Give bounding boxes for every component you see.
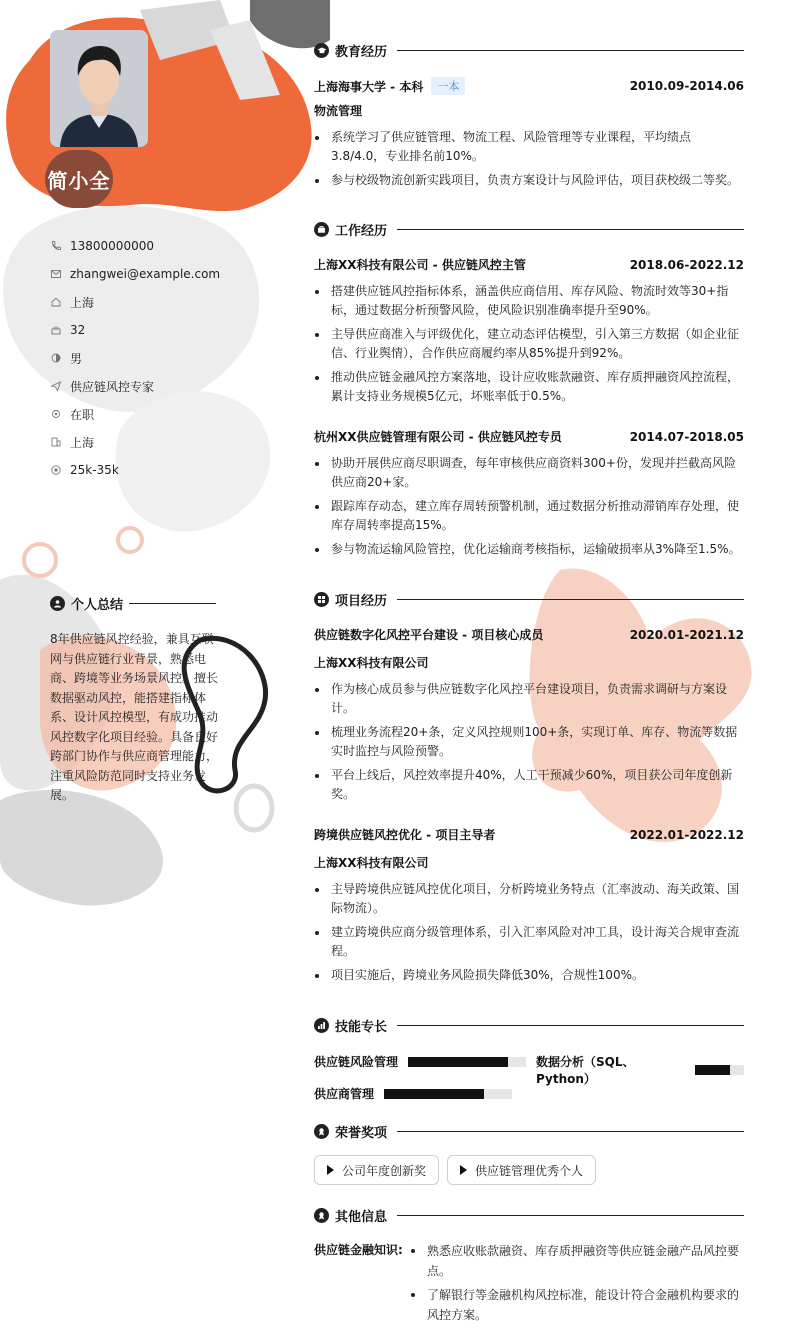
- email-text: zhangwei@example.com: [70, 267, 221, 281]
- contact-gender: [50, 344, 250, 372]
- briefcase-icon: [314, 222, 329, 237]
- work-1-date: 2018.06-2022.12: [629, 257, 744, 272]
- skill-3-bar: [384, 1089, 512, 1099]
- project-1-bullets: [314, 680, 744, 809]
- work-title: 工作经历: [335, 224, 388, 239]
- education-school: 上海海事大学 - 本科: [314, 79, 424, 94]
- list-item: 参与物流运输风险管控，优化运输商考核指标，运输破损率从3%降至1.5%。: [314, 540, 744, 559]
- awards-divider: [397, 1131, 744, 1132]
- skill-2-bar: [695, 1065, 744, 1075]
- skills-title: 技能专长: [335, 1020, 388, 1035]
- summary-title: 个人总结: [71, 598, 124, 613]
- list-item: 跟踪库存动态，建立库存周转预警机制，通过数据分析推动滞销库存处理，使库存周转率提高15%。: [314, 497, 744, 535]
- home-icon: [50, 296, 62, 308]
- projects-header: [314, 590, 744, 609]
- education-title: 教育经历: [335, 45, 388, 60]
- other-title: 其他信息: [335, 1210, 388, 1225]
- city-text: 上海: [70, 435, 95, 450]
- work-entry-1: [314, 256, 744, 273]
- education-school-group: [314, 77, 465, 95]
- location-text: 上海: [70, 295, 95, 310]
- awards-header: [314, 1122, 744, 1141]
- building-icon: [50, 436, 62, 448]
- list-item: 参与校级物流创新实践项目，负责方案设计与风险评估，项目获校级二等奖。: [314, 171, 744, 190]
- graduation-cap-icon: [314, 43, 329, 58]
- award-item-2: [447, 1155, 596, 1185]
- projects-divider: [397, 599, 744, 600]
- contact-age: [50, 316, 250, 344]
- sidebar: [0, 0, 260, 1332]
- project-1-company: 上海XX科技有限公司: [314, 656, 429, 670]
- skill-2: [536, 1053, 744, 1087]
- project-1-heading: 供应链数字化风控平台建设 - 项目核心成员: [314, 628, 544, 642]
- project-2-company: 上海XX科技有限公司: [314, 856, 429, 870]
- send-icon: [50, 380, 62, 392]
- skill-1: [314, 1053, 526, 1070]
- grid-icon: [314, 592, 329, 607]
- project-2-heading: 跨境供应链风控优化 - 项目主导者: [314, 828, 496, 842]
- list-item: 推动供应链金融风控方案落地，设计应收账款融资、库存质押融资风控流程，累计支持业务规模5亿元，坏账率低于0.5%。: [314, 368, 744, 406]
- phone-icon: [50, 240, 62, 252]
- mail-icon: [50, 268, 62, 280]
- project-entry-1: [314, 626, 744, 643]
- person-name: 简小全: [47, 168, 111, 193]
- profile-photo: [50, 30, 148, 147]
- summary-divider: [129, 603, 216, 604]
- project-2-date: 2022.01-2022.12: [629, 827, 744, 842]
- projects-title: 项目经历: [335, 594, 388, 609]
- work-header: [314, 220, 744, 239]
- play-icon: [327, 1165, 334, 1175]
- contact-list: [50, 232, 250, 484]
- award-icon: [314, 1124, 329, 1139]
- award-2-label: 供应链管理优秀个人: [475, 1163, 584, 1178]
- education-tag: 一本: [431, 77, 465, 95]
- gender-icon: [50, 352, 62, 364]
- education-bullets: [314, 128, 744, 195]
- contact-location: [50, 288, 250, 316]
- list-item: 建立跨境供应商分级管理体系，引入汇率风险对冲工具，设计海关合规审查流程。: [314, 923, 744, 961]
- education-header: [314, 41, 744, 60]
- other-label: 供应链金融知识:: [314, 1243, 403, 1257]
- list-item: 熟悉应收账款融资、库存质押融资等供应链金融产品风控要点。: [410, 1241, 744, 1281]
- contact-email: [50, 260, 250, 288]
- skill-3-name: 供应商管理: [314, 1087, 375, 1101]
- award-item-1: [314, 1155, 439, 1185]
- award-icon: [314, 1208, 329, 1223]
- contact-city: [50, 428, 250, 456]
- skill-1-bar: [408, 1057, 526, 1067]
- bar-chart-icon: [314, 1018, 329, 1033]
- education-entry: [314, 77, 744, 95]
- work-2-date: 2014.07-2018.05: [629, 429, 744, 444]
- other-divider: [397, 1215, 744, 1216]
- skill-2-bar-fill: [695, 1065, 730, 1075]
- summary-text: 8年供应链风控经验，兼具互联网与供应链行业背景，熟悉电商、跨境等业务场景风控。擅长数据驱动风控，能搭建指标体系、设计风控模型，有成功推动风控数字化项目经验。具备良好跨部门协作与供应商管理能力，注重风险防范同时支持业务发展。: [50, 632, 219, 802]
- other-header: [314, 1206, 744, 1225]
- education-divider: [397, 50, 744, 51]
- work-entry-2: [314, 428, 744, 445]
- summary-header: [50, 594, 216, 613]
- list-item: 了解银行等金融机构风控标准，能设计符合金融机构要求的风控方案。: [410, 1285, 744, 1325]
- work-1-heading: 上海XX科技有限公司 - 供应链风控主管: [314, 258, 526, 272]
- phone-text: 13800000000: [70, 239, 154, 253]
- salary-text: 25k-35k: [70, 463, 119, 477]
- awards-title: 荣誉奖项: [335, 1126, 388, 1141]
- project-1-date: 2020.01-2021.12: [629, 627, 744, 642]
- name-badge: [45, 150, 113, 208]
- skills-divider: [397, 1025, 744, 1026]
- skills-header: [314, 1016, 744, 1035]
- status-icon: [50, 408, 62, 420]
- skill-1-bar-fill: [408, 1057, 508, 1067]
- skill-2-name: 数据分析（SQL、Python）: [536, 1055, 635, 1086]
- list-item: 系统学习了供应链管理、物流工程、风险管理等专业课程，平均绩点3.8/4.0，专业排名前10%。: [314, 128, 744, 166]
- contact-phone: [50, 232, 250, 260]
- skill-1-name: 供应链风险管理: [314, 1055, 399, 1069]
- list-item: 主导供应商准入与评级优化，建立动态评估模型，引入第三方数据（如企业征信、行业舆情），合作供应商履约率从85%提升到92%。: [314, 325, 744, 363]
- education-major: 物流管理: [314, 104, 363, 118]
- salary-icon: [50, 464, 62, 476]
- gender-text: 男: [70, 351, 83, 366]
- list-item: 平台上线后，风控效率提升40%，人工干预减少60%，项目获公司年度创新奖。: [314, 766, 744, 804]
- work-2-heading: 杭州XX供应链管理有限公司 - 供应链风控专员: [314, 430, 562, 444]
- list-item: 搭建供应链风控指标体系，涵盖供应商信用、库存风险、物流时效等30+指标，通过数据分析预警风险，使风险识别准确率提升至90%。: [314, 282, 744, 320]
- user-icon: [50, 596, 65, 611]
- list-item: 梳理业务流程20+条，定义风控规则100+条，实现订单、库存、物流等数据实时监控与风险预警。: [314, 723, 744, 761]
- status-text: 在职: [70, 407, 95, 422]
- play-icon: [460, 1165, 467, 1175]
- position-text: 供应链风控专家: [70, 379, 155, 394]
- list-item: 项目实施后，跨境业务风险损失降低30%，合规性100%。: [314, 966, 744, 985]
- age-icon: [50, 324, 62, 336]
- contact-salary: [50, 456, 250, 484]
- project-2-bullets: [314, 880, 744, 990]
- work-1-bullets: [314, 282, 744, 411]
- list-item: 主导跨境供应链风控优化项目，分析跨境业务特点（汇率波动、海关政策、国际物流）。: [314, 880, 744, 918]
- contact-position: [50, 372, 250, 400]
- project-entry-2: [314, 826, 744, 843]
- education-date: 2010.09-2014.06: [629, 79, 744, 93]
- skill-3-bar-fill: [384, 1089, 484, 1099]
- award-1-label: 公司年度创新奖: [342, 1163, 427, 1178]
- work-2-bullets: [314, 454, 744, 564]
- work-divider: [397, 229, 744, 230]
- other-bullets: [410, 1241, 744, 1329]
- list-item: 协助开展供应商尽职调查，每年审核供应商资料300+份，发现并拦截高风险供应商20+家。: [314, 454, 744, 492]
- age-text: 32: [70, 323, 86, 337]
- contact-status: [50, 400, 250, 428]
- skill-3: [314, 1085, 512, 1102]
- list-item: 作为核心成员参与供应链数字化风控平台建设项目，负责需求调研与方案设计。: [314, 680, 744, 718]
